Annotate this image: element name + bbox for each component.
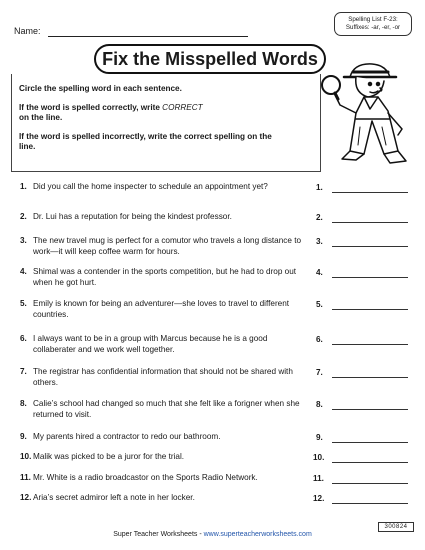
question-number: 9. [20, 432, 27, 441]
answer-number-6: 6. [316, 335, 323, 344]
instruction-2-prefix: If the word is spelled correctly, write [19, 103, 163, 112]
question-text: The registrar has confidential information that should not be shared with others. [33, 367, 293, 387]
question-7 [20, 367, 310, 388]
question-text: Calie’s school had changed so much that she felt like a forigner when she returned to visit. [33, 399, 300, 419]
question-text: Mr. White is a radio broadcastor on the Sports Radio Network. [33, 473, 258, 482]
detective-with-magnifying-glass-icon [320, 55, 412, 170]
question-text: Aria’s secret admiror left a note in her locker. [33, 493, 195, 502]
question-text: I always want to be in a group with Marcus because he is a good collaberater and we work well together. [33, 334, 268, 354]
question-text: Did you call the home inspecter to schedule an appointment yet? [33, 182, 268, 191]
answer-number-4: 4. [316, 268, 323, 277]
question-text: The new travel mug is perfect for a comutor who travels a long distance to work—it will keep coffee warm for hours. [33, 236, 302, 256]
question-number: 8. [20, 399, 27, 408]
question-10 [20, 452, 310, 463]
question-11 [20, 473, 310, 484]
instruction-2 [19, 103, 309, 123]
question-3 [20, 236, 310, 257]
answer-number-8: 8. [316, 400, 323, 409]
spelling-list-box [334, 12, 412, 36]
name-line[interactable] [48, 36, 248, 37]
footer [0, 531, 425, 538]
worksheet-title: Fix the Misspelled Words [94, 44, 326, 74]
question-number: 11. [20, 473, 31, 482]
answer-line-10[interactable] [332, 462, 408, 463]
answer-line-5[interactable] [332, 309, 408, 310]
answer-number-2: 2. [316, 213, 323, 222]
question-2 [20, 212, 310, 223]
spelling-list-title: Spelling List F-23: [348, 16, 398, 23]
instruction-1: Circle the spelling word in each sentence. [19, 84, 182, 93]
answer-line-7[interactable] [332, 377, 408, 378]
answer-line-4[interactable] [332, 277, 408, 278]
question-number: 1. [20, 182, 27, 191]
answer-line-11[interactable] [332, 483, 408, 484]
answer-number-3: 3. [316, 237, 323, 246]
answer-number-5: 5. [316, 300, 323, 309]
instruction-2-suffix: on the line. [19, 113, 63, 122]
question-text: My parents hired a contractor to redo our bathroom. [33, 432, 221, 441]
answer-line-12[interactable] [332, 503, 408, 504]
answer-line-2[interactable] [332, 222, 408, 223]
worksheet-code: 300824 [378, 522, 414, 532]
answer-number-11: 11. [313, 474, 324, 483]
question-9 [20, 432, 310, 443]
spelling-list-suffixes: Suffixes: -ar, -er, -or [345, 24, 401, 31]
question-text: Emily is known for being an adventurer—she loves to travel to different countries. [33, 299, 290, 319]
question-text: Dr. Lui has a reputation for being the kindest professor. [33, 212, 232, 221]
answer-number-10: 10. [313, 453, 325, 462]
answer-number-9: 9. [316, 433, 323, 442]
question-number: 10. [20, 452, 32, 461]
name-label: Name: [14, 26, 41, 36]
question-1 [20, 182, 310, 193]
question-6 [20, 334, 310, 355]
question-number: 7. [20, 367, 27, 376]
instruction-3: If the word is spelled incorrectly, write the correct spelling on the line. [19, 132, 272, 151]
answer-number-1: 1. [316, 183, 323, 192]
answer-line-3[interactable] [332, 246, 408, 247]
instruction-2-emph: CORRECT [162, 103, 203, 112]
question-text: Shimal was a contender in the sports competition, but he had to drop out when he got hurt. [33, 267, 297, 287]
question-number: 12. [20, 493, 32, 502]
question-number: 6. [20, 334, 27, 343]
question-text: Malik was picked to be a juror for the trial. [33, 452, 185, 461]
question-12 [20, 493, 310, 504]
question-number: 3. [20, 236, 27, 245]
question-8 [20, 399, 310, 420]
answer-line-1[interactable] [332, 192, 408, 193]
question-number: 5. [20, 299, 27, 308]
footer-brand: Super Teacher Worksheets - [113, 531, 204, 538]
footer-url[interactable]: www.superteacherworksheets.com [203, 531, 312, 538]
question-number: 4. [20, 267, 27, 276]
answer-line-9[interactable] [332, 442, 408, 443]
question-number: 2. [20, 212, 27, 221]
answer-line-8[interactable] [332, 409, 408, 410]
question-5 [20, 299, 310, 320]
answer-line-6[interactable] [332, 344, 408, 345]
answer-number-12: 12. [313, 494, 325, 503]
answer-number-7: 7. [316, 368, 323, 377]
question-4 [20, 267, 310, 288]
